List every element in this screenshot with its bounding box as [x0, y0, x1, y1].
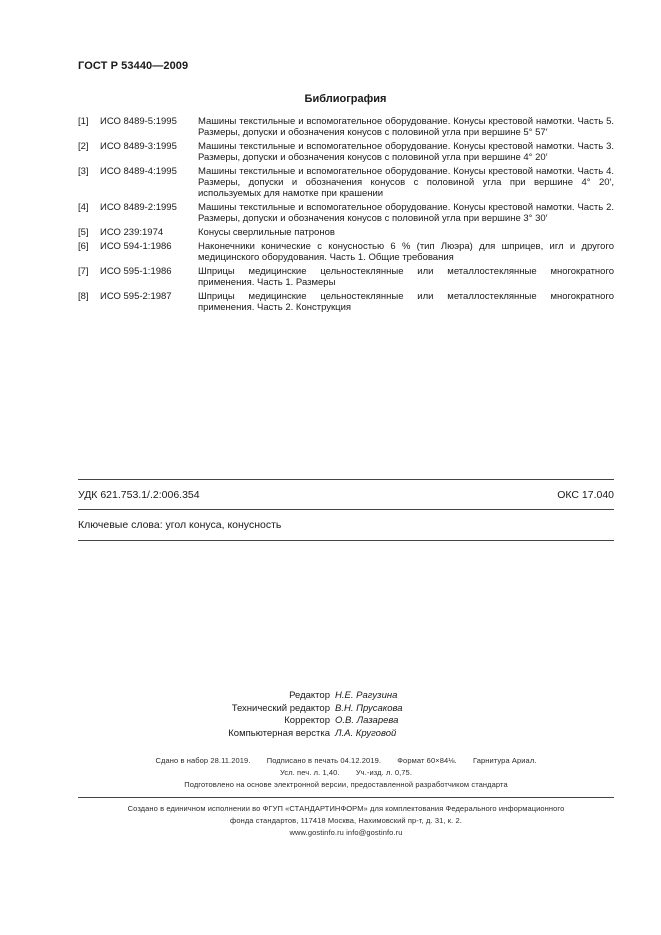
bibliography-entry [78, 166, 614, 199]
entry-text: Наконечники конические с конусностью 6 % (тип Люэра) для шприцев, игл и другого медицинского оборудования. Часть 1. Общие требования [198, 241, 614, 263]
footer-links [78, 827, 614, 839]
entry-text: Конусы сверлильные патронов [198, 227, 335, 238]
bibliography-entry [78, 291, 614, 313]
entry-number: [3] [78, 166, 89, 177]
editor-role: Компьютерная верстка [228, 727, 330, 739]
divider [78, 797, 614, 798]
entry-code: ИСО 239:1974 [100, 227, 164, 238]
imprint-line [78, 755, 614, 767]
entry-code: ИСО 595-1:1986 [100, 266, 172, 277]
divider [78, 540, 614, 541]
footer-block [78, 803, 614, 839]
print-sheets: Усл. печ. л. 1,40. [279, 768, 340, 777]
entry-number: [2] [78, 141, 89, 152]
entry-number: [7] [78, 266, 89, 277]
bibliography-entry [78, 141, 614, 163]
signed-date: Подписано в печать 04.12.2019. [266, 756, 382, 765]
paper-format: Формат 60×84⅛. [397, 756, 457, 765]
bibliography-entry [78, 116, 614, 138]
keywords: Ключевые слова: угол конуса, конусность [78, 519, 282, 531]
bibliography-entry [78, 202, 614, 224]
editors-block [0, 690, 661, 740]
entry-code: ИСО 8489-3:1995 [100, 141, 177, 152]
editor-role: Технический редактор [231, 702, 330, 714]
oks-code: ОКС 17.040 [557, 489, 614, 501]
bibliography-list [78, 116, 614, 316]
website-link[interactable]: www.gostinfo.ru [289, 828, 344, 837]
editor-row [0, 715, 661, 728]
entry-code: ИСО 8489-4:1995 [100, 166, 177, 177]
entry-text: Машины текстильные и вспомогательное оборудование. Конусы крестовой намотки. Часть 2. Размеры, допуски и обозначения конусов с половиной угла при вершине 3° 30′ [198, 202, 614, 224]
entry-text: Шприцы медицинские цельностеклянные или металлостеклянные многократного применения. Часть 1. Размеры [198, 266, 614, 288]
entry-number: [5] [78, 227, 89, 238]
editor-name: Л.А. Круговой [335, 727, 397, 739]
editor-row [0, 703, 661, 716]
prepared-note: Подготовлено на основе электронной версии, предоставленной разработчиком стандарта [184, 780, 508, 789]
entry-code: ИСО 594-1:1986 [100, 241, 172, 252]
udk-code: УДК 621.753.1/.2:006.354 [78, 489, 200, 501]
email-link[interactable]: info@gostinfo.ru [346, 828, 403, 837]
editor-name: В.Н. Прусакова [335, 702, 403, 714]
entry-text: Машины текстильные и вспомогательное оборудование. Конусы крестовой намотки. Часть 4. Размеры, допуски и обозначения конусов с половиной угла при вершине 4° 20′, используемых для намотке при крашении [198, 166, 614, 199]
footer-line: фонда стандартов, 117418 Москва, Нахимовский пр-т, д. 31, к. 2. [230, 816, 462, 825]
entry-text: Машины текстильные и вспомогательное оборудование. Конусы крестовой намотки. Часть 5. Размеры, допуски и обозначения конусов с половиной угла при вершине 5° 57′ [198, 116, 614, 138]
divider [78, 509, 614, 510]
entry-number: [1] [78, 116, 89, 127]
editor-role: Редактор [289, 690, 330, 701]
entry-number: [4] [78, 202, 89, 213]
editor-name: О.В. Лазарева [335, 715, 399, 726]
bibliography-entry [78, 266, 614, 288]
publishing-sheets: Уч.-изд. л. 0,75. [355, 768, 412, 777]
bibliography-entry [78, 241, 614, 263]
standard-header: ГОСТ Р 53440—2009 [78, 60, 189, 72]
entry-code: ИСО 8489-2:1995 [100, 202, 177, 213]
entry-number: [8] [78, 291, 89, 302]
imprint-line [78, 767, 614, 779]
editor-row [0, 728, 661, 741]
entry-number: [6] [78, 241, 89, 252]
bibliography-entry [78, 227, 614, 238]
editor-role: Корректор [284, 715, 330, 726]
entry-text: Шприцы медицинские цельностеклянные или металлостеклянные многократного применения. Часть 2. Конструкция [198, 291, 614, 313]
footer-line: Создано в единичном исполнении во ФГУП «СТАНДАРТИНФОРМ» для комплектования Федерального информационного [127, 804, 565, 813]
typeface: Гарнитура Ариал. [472, 756, 537, 765]
entry-text: Машины текстильные и вспомогательное оборудование. Конусы крестовой намотки. Часть 3. Размеры, допуски и обозначения конусов с половиной угла при вершине 4° 20′ [198, 141, 614, 163]
editor-row [0, 690, 661, 703]
submitted-date: Сдано в набор 28.11.2019. [155, 756, 251, 765]
divider [78, 479, 614, 480]
entry-code: ИСО 8489-5:1995 [100, 116, 177, 127]
imprint-block [78, 755, 614, 791]
editor-name: Н.Е. Рагузина [335, 690, 398, 701]
entry-code: ИСО 595-2:1987 [100, 291, 172, 302]
bibliography-title: Библиография [304, 93, 387, 105]
